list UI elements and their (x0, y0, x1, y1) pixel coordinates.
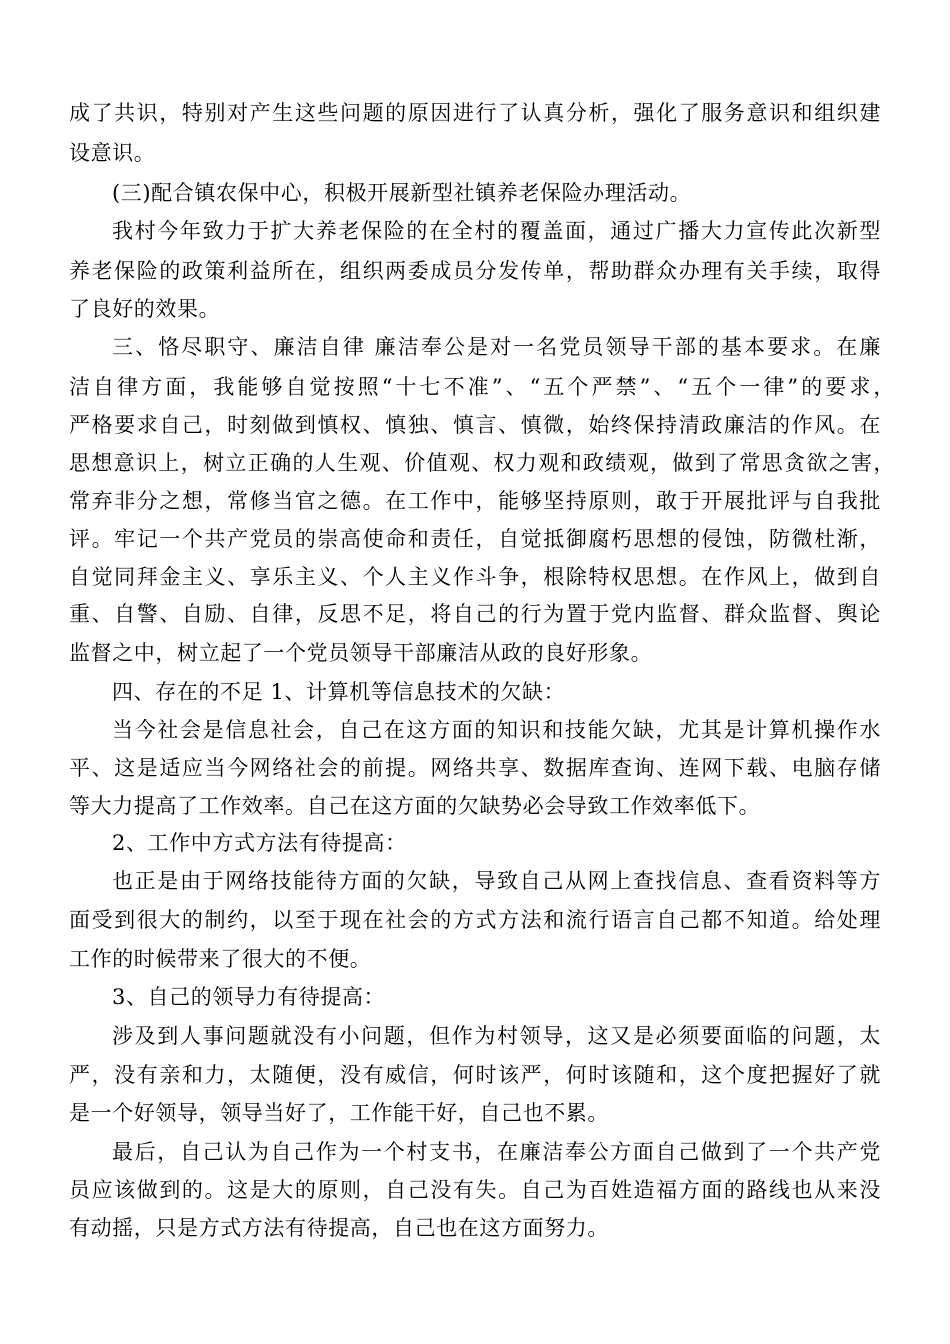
section-heading: (三)配合镇农保中心，积极开展新型社镇养老保险办理活动。 (112, 181, 692, 205)
text-line: 了良好的效果。 (69, 297, 221, 321)
text-line: 设意识。 (69, 141, 156, 165)
text-line: 养老保险的政策利益所在，组织两委成员分发传单，帮助群众办理有关手续，取得 (69, 259, 881, 283)
text-line: 当今社会是信息社会，自己在这方面的知识和技能欠缺，尤其是计算机操作水 (112, 718, 881, 742)
text-line: 最后，自己认为自己作为一个村支书，在廉洁奉公方面自己做到了一个共产党 (112, 1140, 881, 1164)
text-line: 严格要求自己，时刻做到慎权、慎独、慎言、慎微，始终保持清政廉洁的作风。在 (69, 413, 881, 437)
text-line: 有动摇，只是方式方法有待提高，自己也在这方面努力。 (69, 1216, 609, 1240)
subheading: 2、工作中方式方法有待提高： (112, 831, 407, 855)
text-line: 平、这是适应当今网络社会的前提。网络共享、数据库查询、连网下载、电脑存储 (69, 756, 881, 780)
text-line: 是一个好领导，领导当好了，工作能干好，自己也不累。 (69, 1101, 609, 1125)
subheading: 3、自己的领导力有待提高： (112, 985, 386, 1009)
text-line: 重、自警、自励、自律，反思不足，将自己的行为置于党内监督、群众监督、舆论 (69, 602, 881, 626)
text-line: 我村今年致力于扩大养老保险的在全村的覆盖面，通过广播大力宣传此次新型 (112, 219, 881, 243)
text-line: 成了共识，特别对产生这些问题的原因进行了认真分析，强化了服务意识和组织建 (69, 101, 881, 125)
text-line: 面受到很大的制约，以至于现在社会的方式方法和流行语言自己都不知道。给处理 (69, 908, 881, 932)
text-line: 自觉同拜金主义、享乐主义、个人主义作斗争，根除特权思想。在作风上，做到自 (69, 565, 881, 589)
text-line: 洁自律方面，我能够自觉按照“十七不准”、“五个严禁”、“五个一律”的要求， (69, 375, 895, 399)
section-heading: 四、存在的不足 1、计算机等信息技术的欠缺： (112, 680, 566, 704)
text-line: 思想意识上，树立正确的人生观、价值观、权力观和政绩观，做到了常思贪欲之害， (69, 451, 895, 475)
section-heading: 三、恪尽职守、廉洁自律 廉洁奉公是对一名党员领导干部的基本要求。在廉 (112, 335, 881, 359)
text-line: 监督之中，树立起了一个党员领导干部廉洁从政的良好形象。 (69, 641, 653, 665)
text-line: 员应该做到的。这是大的原则，自己没有失。自己为百姓造福方面的路线也从来没 (69, 1178, 881, 1202)
text-line: 常弃非分之想，常修当官之德。在工作中，能够坚持原则，敢于开展批评与自我批 (69, 489, 881, 513)
text-line: 严，没有亲和力，太随便，没有威信，何时该严，何时该随和，这个度把握好了就 (69, 1063, 881, 1087)
text-line: 等大力提高了工作效率。自己在这方面的欠缺势必会导致工作效率低下。 (69, 794, 761, 818)
text-line: 涉及到人事问题就没有小问题，但作为村领导，这又是必须要面临的问题，太 (112, 1024, 881, 1048)
text-line: 工作的时候带来了很大的不便。 (69, 947, 372, 971)
text-line: 也正是由于网络技能待方面的欠缺，导致自己从网上查找信息、查看资料等方 (112, 869, 881, 893)
text-line: 评。牢记一个共产党员的崇高使命和责任，自觉抵御腐朽思想的侵蚀，防微杜渐， (69, 527, 881, 551)
